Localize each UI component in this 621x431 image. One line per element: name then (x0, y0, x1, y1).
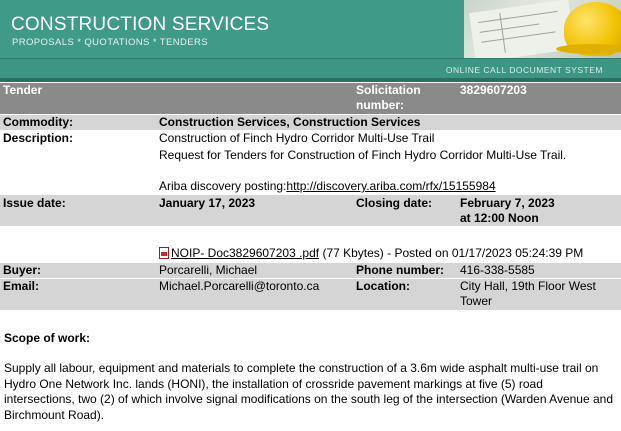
commodity-value: Construction Services, Construction Services (159, 115, 421, 129)
location-label: Location: (356, 279, 410, 293)
description-row (0, 131, 621, 194)
banner-hardhat-image (464, 0, 621, 58)
dates-row (0, 195, 621, 226)
tender-header-row (0, 83, 621, 114)
document-info: (77 Kbytes) - Posted on 01/17/2023 05:24:39 PM (319, 246, 584, 260)
scope-text: Supply all labour, equipment and materials to complete the construction of a 3.6m wide asphalt multi-use trail on Hydro One Network Inc. lands (HONI), the installation of crossride pavement markings at five (5) road intersections, two (2) of which involve signal modifications on the south leg of the intersection (Warden Avenue and Birchmount Road). (4, 361, 614, 422)
closing-date-label: Closing date: (356, 196, 433, 210)
location-line-2: Tower (460, 294, 493, 308)
buyer-row (0, 263, 621, 278)
ariba-link[interactable]: http://discovery.ariba.com/rfx/15155984 (286, 179, 496, 193)
closing-date-value: February 7, 2023 (460, 196, 555, 210)
solicitation-label: Solicitation number: (356, 83, 421, 112)
email-label: Email: (3, 279, 40, 293)
document-link[interactable]: NOIP- Doc3829607203 .pdf (171, 246, 320, 260)
header-banner (0, 0, 621, 78)
pdf-icon (159, 247, 169, 259)
tender-label: Tender (3, 83, 43, 97)
system-label: ONLINE CALL DOCUMENT SYSTEM (445, 65, 603, 75)
description-line-2: Request for Tenders for Construction of Finch Hydro Corridor Multi-Use Trail. (159, 148, 567, 162)
commodity-label: Commodity: (3, 115, 73, 129)
email-row (0, 279, 621, 310)
location-line-1: City Hall, 19th Floor West (460, 279, 596, 293)
banner-title: CONSTRUCTION SERVICES (11, 14, 270, 35)
document-row (0, 245, 621, 262)
issue-date-value: January 17, 2023 (159, 196, 256, 210)
document-attachment (159, 246, 583, 261)
ariba-posting (159, 179, 496, 194)
buyer-label: Buyer: (3, 263, 42, 277)
ariba-label: Ariba discovery posting: (159, 179, 287, 193)
description-label: Description: (3, 131, 74, 145)
issue-date-label: Issue date: (3, 196, 66, 210)
commodity-row (0, 115, 621, 130)
scope-title: Scope of work: (4, 331, 91, 345)
description-line-1: Construction of Finch Hydro Corridor Multi-Use Trail (159, 131, 435, 145)
closing-time-value: at 12:00 Noon (460, 211, 539, 225)
phone-label: Phone number: (356, 263, 445, 277)
email-value: Michael.Porcarelli@toronto.ca (159, 279, 320, 293)
buyer-value: Porcarelli, Michael (159, 263, 258, 277)
banner-subtitle: PROPOSALS * QUOTATIONS * TENDERS (12, 37, 208, 48)
solicitation-number: 3829607203 (460, 83, 527, 97)
phone-value: 416-338-5585 (460, 263, 535, 277)
banner-divider (0, 78, 621, 82)
